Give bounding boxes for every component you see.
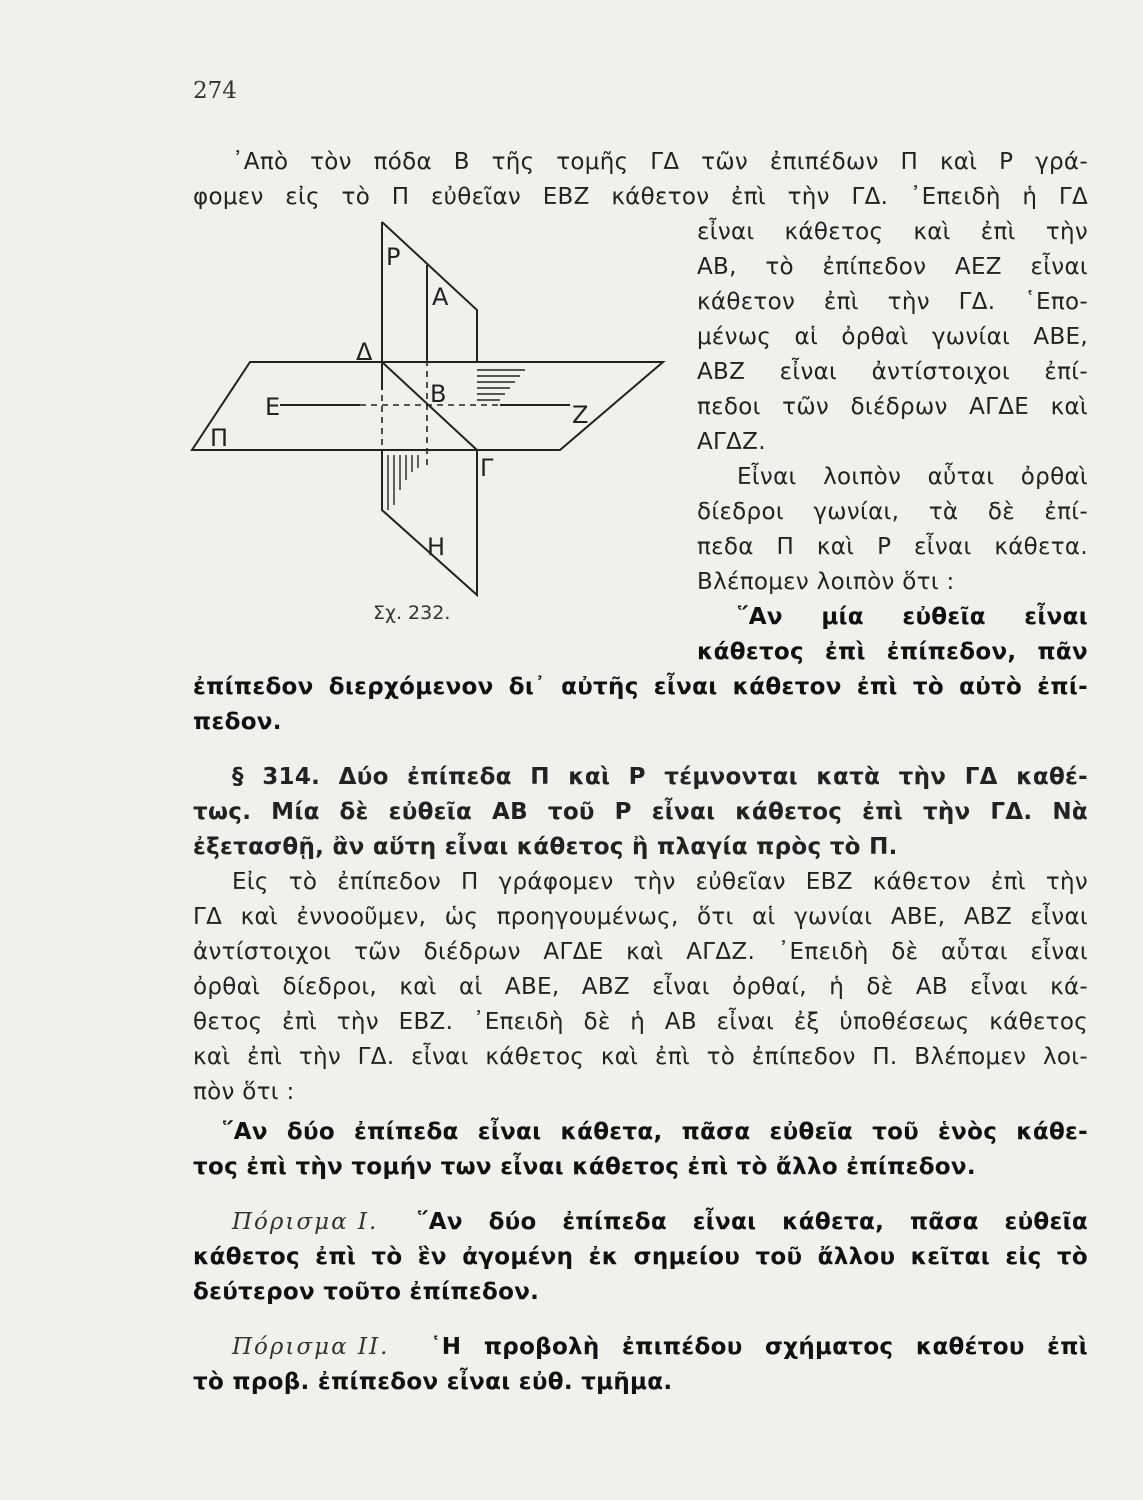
proof-line-1: Εἰς τὸ ἐπίπεδον Π γράφομεν τὴν εὐθεῖαν ΕΒΖ κάθετον ἐπὶ τὴν	[232, 869, 1088, 895]
proof-line-7: πὸν ὅτι :	[193, 1079, 295, 1105]
right-col-line-3: κάθετον ἐπὶ τὴν ΓΔ. ῾Επο-	[697, 289, 1088, 315]
page-number: 274	[193, 78, 237, 104]
section-314-line-3: ἐξετασθῇ, ἂν αὕτη εἶναι κάθετος ἢ πλαγία πρὸς τὸ Π.	[193, 834, 898, 860]
porisma1-label-text: Πόρισμα I.	[232, 1209, 379, 1235]
plane-rho-lower	[382, 450, 477, 595]
shading-hatch	[388, 370, 525, 510]
section-314-line-2: τως. Μία δὲ εὐθεῖα ΑΒ τοῦ Ρ εἶναι κάθετος ἐπὶ τὴν ΓΔ. Νὰ	[193, 799, 1088, 825]
label-alpha: Α	[432, 283, 449, 311]
theorem-right-line-1: ῞Αν μία εὐθεῖα εἶναι	[737, 604, 1088, 630]
theorem2-line-1: ῞Αν δύο ἐπίπεδα εἶναι κάθετα, πᾶσα εὐθεῖα τοῦ ἑνὸς κάθε-	[222, 1119, 1088, 1145]
porisma1-line-3: δεύτερον τοῦτο ἐπίπεδον.	[193, 1279, 540, 1305]
label-pi: Π	[210, 424, 229, 452]
theorem-full-line-2: πεδον.	[193, 709, 282, 735]
right-col-line-8: Εἶναι λοιπὸν αὗται ὀρθαὶ	[737, 464, 1088, 490]
porisma2-line-1: ῾Η προβολὴ ἐπιπέδου σχήματος καθέτου ἐπὶ	[430, 1334, 1088, 1360]
proof-line-5: θετος ἐπὶ τὴν ΕΒΖ. ᾿Επειδὴ δὲ ἡ ΑΒ εἶναι ἐξ ὑποθέσεως κάθετος	[193, 1009, 1088, 1035]
proof-line-6: καὶ ἐπὶ τὴν ΓΔ. εἶναι κάθετος καὶ ἐπὶ τὸ ἐπίπεδον Π. Βλέπομεν λοι-	[193, 1044, 1088, 1070]
proof-line-2: ΓΔ καὶ ἐννοοῦμεν, ὡς προηγουμένως, ὅτι αἱ γωνίαι ΑΒΕ, ΑΒΖ εἶναι	[193, 904, 1088, 930]
theorem-full-line-1: ἐπίπεδον διερχόμενον δι᾿ αὐτῆς εἶναι κάθετον ἐπὶ τὸ αὐτὸ ἐπί-	[193, 674, 1088, 700]
label-epsilon: Ε	[265, 393, 281, 421]
porisma2-line-2: τὸ προβ. ἐπίπεδον εἶναι εὐθ. τμῆμα.	[193, 1369, 673, 1395]
right-col-line-9: δίεδροι γωνίαι, τὰ δὲ ἐπί-	[697, 499, 1088, 525]
intro-line-2: φομεν εἰς τὸ Π εὐθεῖαν ΕΒΖ κάθετον ἐπὶ τὴν ΓΔ. ᾿Επειδὴ ἡ ΓΔ	[193, 184, 1088, 210]
proof-line-4: ὀρθαὶ δίεδροι, καὶ αἱ ΑΒΕ, ΑΒΖ εἶναι ὀρθαί, ἡ δὲ ΑΒ εἶναι κά-	[193, 974, 1088, 1000]
porisma1-line-2: κάθετος ἐπὶ τὸ ἓν ἀγομένη ἐκ σημείου τοῦ ἄλλου κεῖται εἰς τὸ	[193, 1244, 1088, 1270]
porisma1-line-1: ῞Αν δύο ἐπίπεδα εἶναι κάθετα, πᾶσα εὐθεῖα	[417, 1209, 1088, 1235]
right-col-line-2: ΑΒ, τὸ ἐπίπεδον ΑΕΖ εἶναι	[697, 254, 1088, 280]
theorem2-line-2: τος ἐπὶ τὴν τομήν των εἶναι κάθετος ἐπὶ τὸ ἄλλο ἐπίπεδον.	[193, 1154, 976, 1180]
label-eta: Η	[427, 533, 446, 561]
right-col-line-5: ΑΒΖ εἶναι ἀντίστοιχοι ἐπί-	[697, 359, 1088, 385]
label-gamma: Γ	[480, 454, 494, 482]
intro-line-1: ᾿Απὸ τὸν πόδα Β τῆς τομῆς ΓΔ τῶν ἐπιπέδων Π καὶ Ρ γρά-	[232, 149, 1088, 175]
porisma1-label	[232, 1207, 378, 1237]
right-col-line-10: πεδα Π καὶ Ρ εἶναι κάθετα.	[697, 534, 1088, 560]
right-col-line-11: Βλέπομεν λοιπὸν ὅτι :	[697, 569, 955, 595]
right-col-line-7: ΑΓΔΖ.	[697, 429, 766, 455]
label-beta: Β	[430, 380, 447, 408]
label-zeta: Ζ	[572, 401, 589, 429]
right-col-line-4: μένως αἱ ὀρθαὶ γωνίαι ΑΒΕ,	[697, 324, 1088, 350]
right-col-line-1: εἶναι κάθετος καὶ ἐπὶ τὴν	[697, 219, 1088, 245]
label-rho: Ρ	[386, 243, 401, 271]
proof-line-3: ἀντίστοιχοι τῶν διέδρων ΑΓΔΕ καὶ ΑΓΔΖ. ᾿Επειδὴ δὲ αὗται εἶναι	[193, 939, 1088, 965]
porisma2-label	[232, 1332, 389, 1362]
figure-caption: Σχ. 232.	[373, 602, 451, 624]
theorem-right-line-2: κάθετος ἐπὶ ἐπίπεδον, πᾶν	[697, 639, 1088, 665]
section-314-line-1: § 314. Δύο ἐπίπεδα Π καὶ Ρ τέμνονται κατὰ τὴν ΓΔ καθέ-	[232, 764, 1088, 790]
porisma2-label-text: Πόρισμα II.	[232, 1334, 390, 1360]
label-delta: Δ	[356, 338, 373, 366]
figure-232-diagram	[180, 210, 680, 630]
right-col-line-6: πεδοι τῶν διέδρων ΑΓΔΕ καὶ	[697, 394, 1088, 420]
